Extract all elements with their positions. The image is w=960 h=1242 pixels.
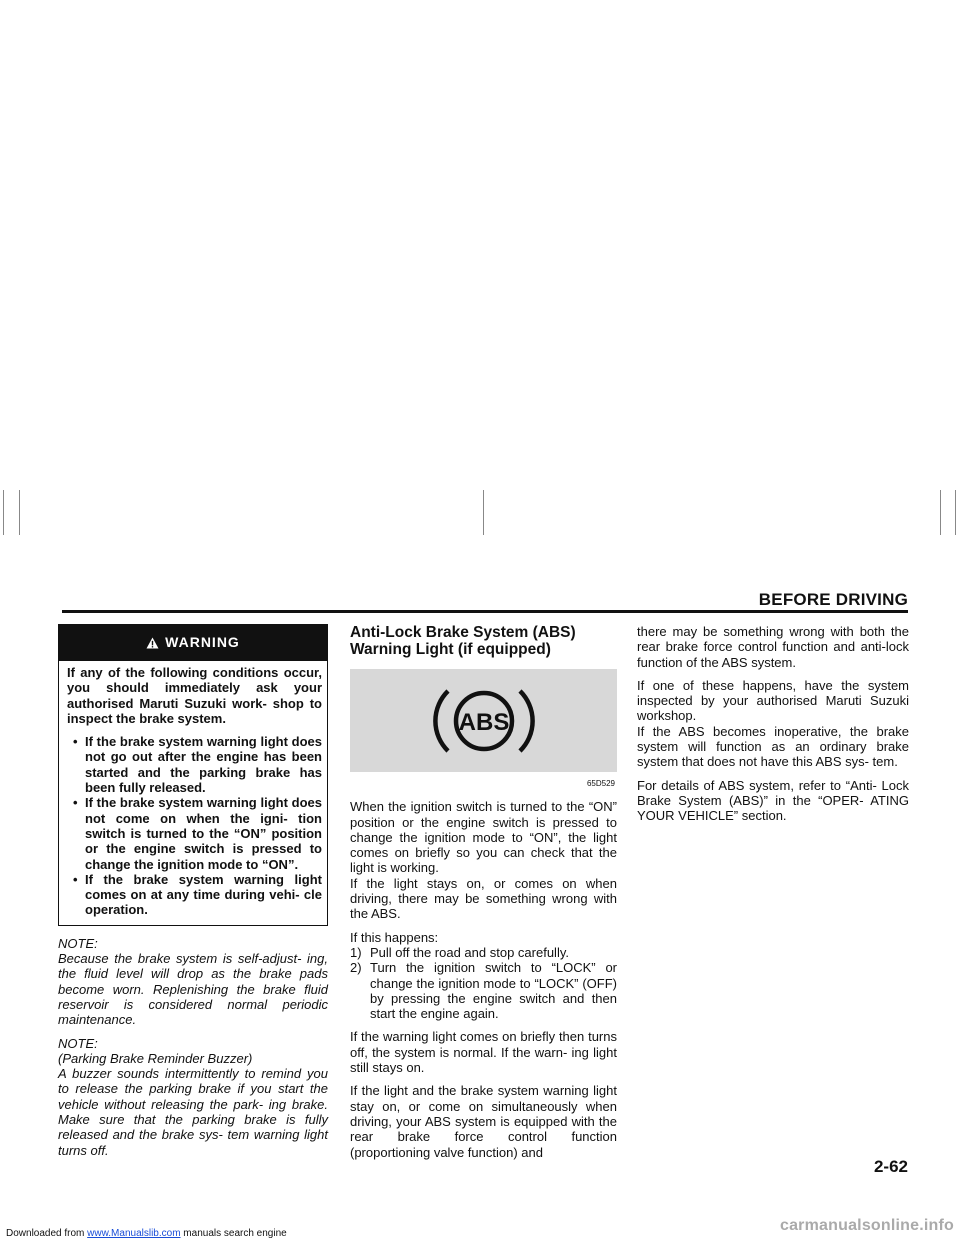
- list-item: • If the brake system warning light comes on at any time during vehi- cle operation.: [73, 871, 322, 918]
- footer-suffix: manuals search engine: [180, 1228, 287, 1239]
- list-item: [350, 945, 617, 960]
- note-text: Because the brake system is self-adjust- ing, the fluid level will drop as the brake pads become worn. Replenishing the brake fluid reservoir is considered normal periodic maintenance.: [58, 951, 328, 1028]
- watermark: carmanualsonline.info: [779, 1217, 954, 1234]
- abs-body: [350, 799, 617, 1160]
- abs-icon-text: ABS: [458, 708, 509, 736]
- warning-label: WARNING: [165, 634, 240, 651]
- footer: [6, 1228, 287, 1239]
- abs-para: For details of ABS system, refer to “Anti- Lock Brake System (ABS)” in the “OPER- ATING YOUR VEHICLE” section.: [637, 777, 909, 824]
- abs-para: If the ABS becomes inoperative, the brake system will function as an ordinary brake system that does not have this ABS sys- tem.: [637, 723, 909, 770]
- abs-para: If the light and the brake system warning light stay on, or come on simultaneously when driving, your ABS system is equipped with the rear brake force control function (proportioning valve function) and: [350, 1083, 617, 1160]
- steps-intro: If this happens:: [350, 929, 439, 945]
- crop-mark: [19, 490, 20, 535]
- figure-id: 65D529: [586, 779, 615, 788]
- page-number: 2-62: [873, 1157, 908, 1176]
- note-label: NOTE:: [58, 935, 98, 951]
- note-text: A buzzer sounds intermittently to remind you to release the parking brake if you start the vehicle without releasing the park- ing brake. Make sure that the parking brake is fully released and the brake sys- tem warning light turns off.: [58, 1066, 328, 1158]
- note-parking-brake: [58, 1036, 328, 1158]
- abs-para: When the ignition switch is turned to the “ON” position or the engine switch is pressed to change the ignition mode to “ON”, the light comes on briefly so you can check that the light is working.: [350, 799, 617, 876]
- warning-body: [59, 661, 327, 925]
- abs-para: there may be something wrong with both the rear brake force control function and anti-lock function of the ABS system.: [637, 624, 909, 670]
- bullet: •: [73, 734, 78, 750]
- abs-figure: [350, 669, 617, 772]
- section-header-title: BEFORE DRIVING: [758, 590, 908, 609]
- bullet: •: [73, 871, 78, 887]
- abs-section-title: Anti-Lock Brake System (ABS) Warning Light (if equipped): [350, 624, 576, 658]
- crop-mark: [3, 490, 4, 535]
- note-label: NOTE:: [58, 1035, 98, 1051]
- list-item: [350, 960, 617, 1021]
- header-rule: [62, 610, 908, 613]
- crop-mark: [483, 490, 484, 535]
- footer-link[interactable]: www.Manualslib.com: [87, 1228, 181, 1239]
- abs-para: If one of these happens, have the system inspected by your authorised Maruti Suzuki workshop.: [637, 677, 909, 724]
- footer-prefix: Downloaded from: [6, 1228, 88, 1239]
- step-number: 1): [350, 944, 362, 960]
- warning-box: [58, 624, 328, 926]
- abs-body-continued: [637, 624, 909, 824]
- list-item: • If the brake system warning light does not go out after the engine has been started and the parking brake has been fully released.: [73, 734, 322, 796]
- crop-mark: [955, 490, 956, 535]
- step-text: Pull off the road and stop carefully.: [370, 944, 569, 960]
- note-self-adjusting: [58, 936, 328, 1028]
- warning-intro: If any of the following conditions occur, you should immediately ask your authorised Maruti Suzuki work- shop to inspect the brake system.: [67, 665, 322, 726]
- warning-header: [59, 625, 327, 661]
- step-number: 2): [350, 960, 362, 976]
- bullet: •: [73, 795, 78, 811]
- column-right: [637, 624, 909, 832]
- warning-list: [67, 734, 322, 918]
- warning-triangle-icon: [146, 637, 159, 649]
- abs-warning-light-icon: [424, 676, 544, 766]
- abs-para: If the light stays on, or comes on when driving, there may be something wrong with the ABS.: [350, 875, 617, 922]
- abs-para: If the warning light comes on briefly then turns off, the system is normal. If the warn- ing light still stays on.: [350, 1029, 617, 1076]
- note-subtitle: (Parking Brake Reminder Buzzer): [58, 1050, 253, 1066]
- step-text: Turn the ignition switch to “LOCK” or change the ignition mode to “LOCK” (OFF) by pressing the engine switch and then start the engine again.: [370, 960, 617, 1022]
- list-item: • If the brake system warning light does not come on when the igni- tion switch is turned to the “ON” position or the engine switch is pressed to change the ignition mode to “ON”.: [73, 795, 322, 872]
- column-left: [58, 624, 328, 1166]
- steps-list: [350, 930, 617, 1022]
- crop-mark: [940, 490, 941, 535]
- column-middle: [350, 624, 617, 1168]
